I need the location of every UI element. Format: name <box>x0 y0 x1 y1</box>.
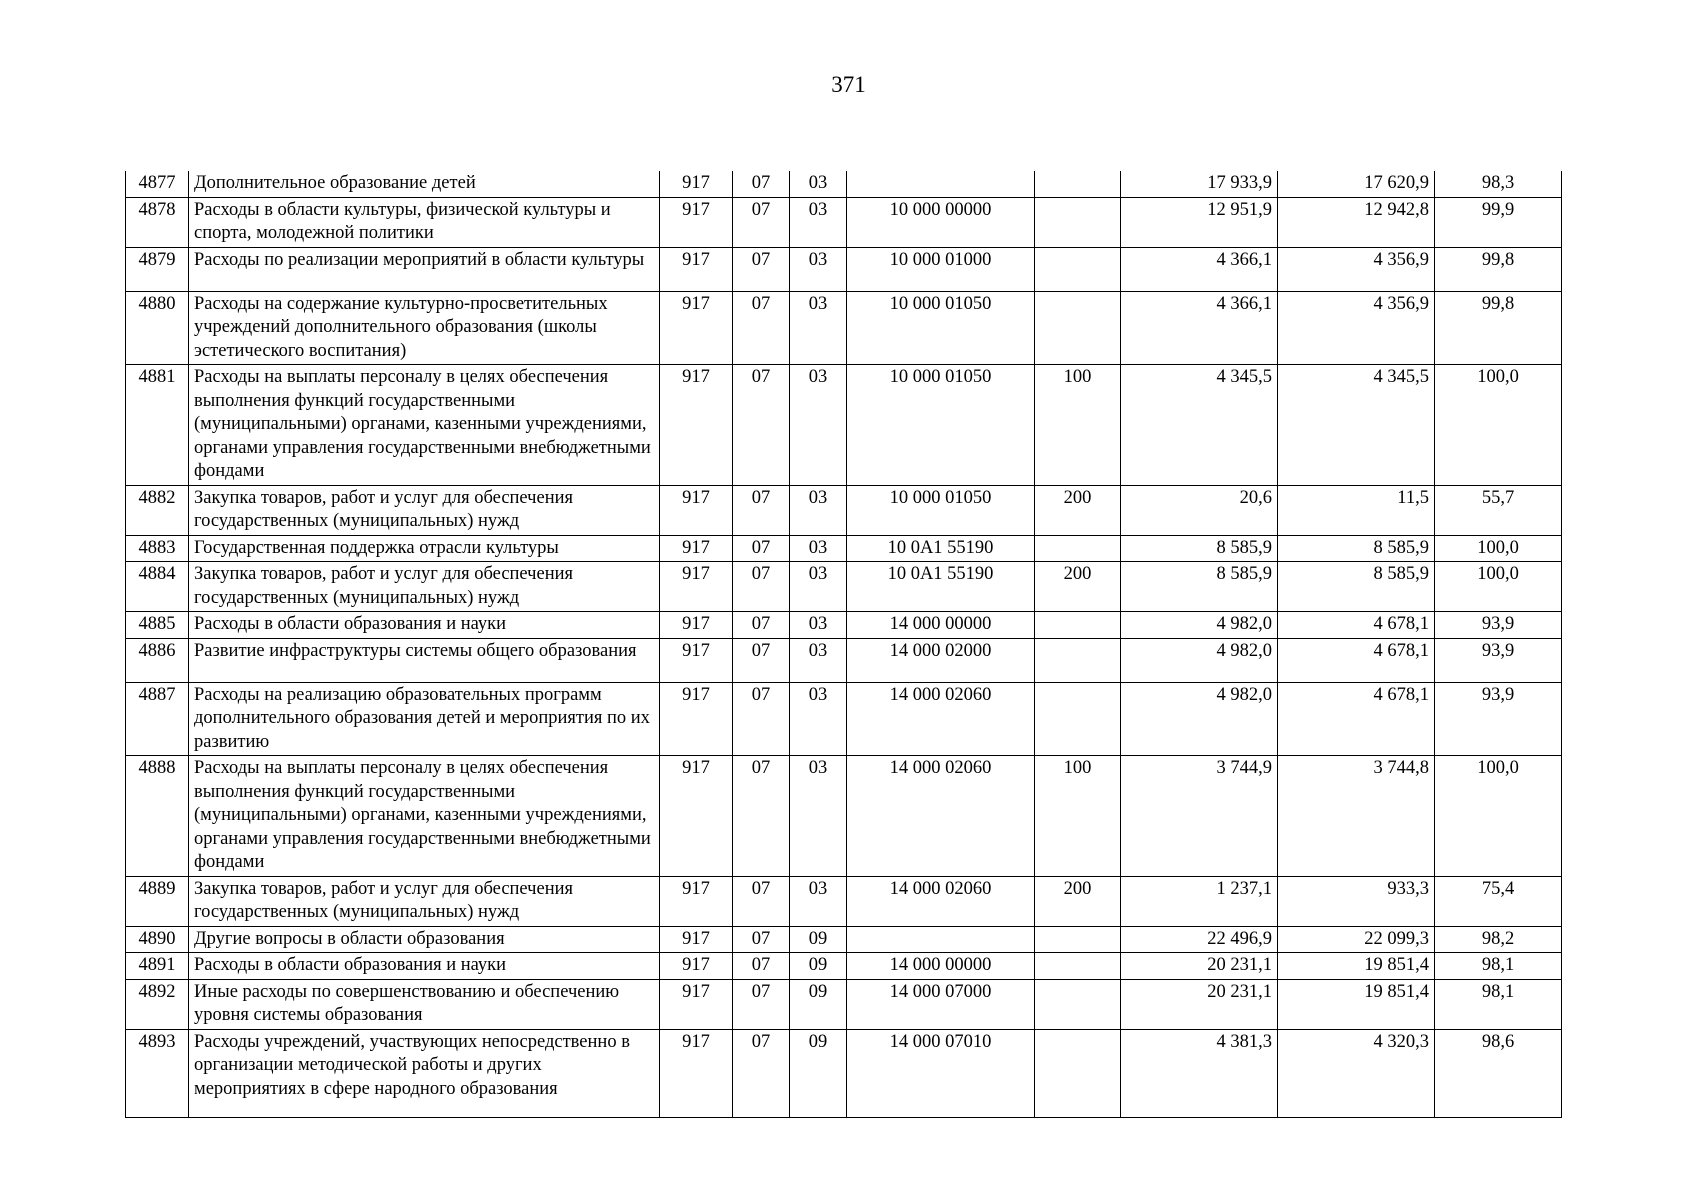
department-code-cell: 917 <box>660 247 733 291</box>
subsection-code-cell: 03 <box>790 756 847 877</box>
row-number-cell: 4889 <box>126 876 189 926</box>
row-number-cell: 4880 <box>126 291 189 365</box>
target-article-cell: 14 000 07010 <box>847 1029 1035 1117</box>
target-article-cell: 14 000 02060 <box>847 682 1035 756</box>
budget-table <box>125 171 1562 1118</box>
row-number-cell: 4891 <box>126 953 189 980</box>
actual-amount-cell: 933,3 <box>1278 876 1435 926</box>
section-code-cell: 07 <box>733 562 790 612</box>
table-row <box>126 612 1562 639</box>
row-number-cell: 4892 <box>126 979 189 1029</box>
subsection-code-cell: 09 <box>790 953 847 980</box>
table-row <box>126 638 1562 682</box>
subsection-code-cell: 03 <box>790 876 847 926</box>
expense-type-cell <box>1035 247 1121 291</box>
percent-cell: 100,0 <box>1435 365 1562 486</box>
subsection-code-cell: 03 <box>790 638 847 682</box>
planned-amount-cell: 20 231,1 <box>1121 979 1278 1029</box>
percent-cell: 93,9 <box>1435 682 1562 756</box>
section-code-cell: 07 <box>733 485 790 535</box>
target-article-cell: 14 000 02060 <box>847 876 1035 926</box>
expense-type-cell <box>1035 979 1121 1029</box>
expense-name-cell: Расходы на содержание культурно-просветительных учреждений дополнительного образования (школы эстетического воспитания) <box>189 291 660 365</box>
actual-amount-cell: 11,5 <box>1278 485 1435 535</box>
table-row <box>126 535 1562 562</box>
row-number-cell: 4890 <box>126 926 189 953</box>
department-code-cell: 917 <box>660 562 733 612</box>
section-code-cell: 07 <box>733 979 790 1029</box>
expense-name-cell: Закупка товаров, работ и услуг для обеспечения государственных (муниципальных) нужд <box>189 485 660 535</box>
expense-name-cell: Расходы учреждений, участвующих непосредственно в организации методической работы и других мероприятиях в сфере народного образования <box>189 1029 660 1117</box>
department-code-cell: 917 <box>660 926 733 953</box>
subsection-code-cell: 09 <box>790 979 847 1029</box>
section-code-cell: 07 <box>733 612 790 639</box>
expense-name-cell: Иные расходы по совершенствованию и обеспечению уровня системы образования <box>189 979 660 1029</box>
expense-type-cell: 100 <box>1035 756 1121 877</box>
target-article-cell: 10 000 01050 <box>847 291 1035 365</box>
section-code-cell: 07 <box>733 171 790 197</box>
page-number: 371 <box>831 72 866 97</box>
section-code-cell: 07 <box>733 197 790 247</box>
section-code-cell: 07 <box>733 247 790 291</box>
table-row <box>126 756 1562 877</box>
actual-amount-cell: 22 099,3 <box>1278 926 1435 953</box>
table-row <box>126 926 1562 953</box>
actual-amount-cell: 19 851,4 <box>1278 953 1435 980</box>
expense-type-cell <box>1035 682 1121 756</box>
percent-cell: 93,9 <box>1435 638 1562 682</box>
percent-cell: 99,8 <box>1435 291 1562 365</box>
table-row <box>126 876 1562 926</box>
expense-name-cell: Закупка товаров, работ и услуг для обеспечения государственных (муниципальных) нужд <box>189 876 660 926</box>
department-code-cell: 917 <box>660 979 733 1029</box>
percent-cell: 100,0 <box>1435 562 1562 612</box>
expense-type-cell <box>1035 197 1121 247</box>
row-number-cell: 4893 <box>126 1029 189 1117</box>
subsection-code-cell: 03 <box>790 612 847 639</box>
planned-amount-cell: 20 231,1 <box>1121 953 1278 980</box>
expense-type-cell: 100 <box>1035 365 1121 486</box>
expense-name-cell: Расходы на выплаты персоналу в целях обеспечения выполнения функций государственными (муниципальными) органами, казенными учреждениями, органами управления государственными внебюджетными фондами <box>189 756 660 877</box>
section-code-cell: 07 <box>733 682 790 756</box>
expense-name-cell: Расходы в области образования и науки <box>189 612 660 639</box>
table-row <box>126 979 1562 1029</box>
table-row <box>126 1029 1562 1117</box>
expense-type-cell <box>1035 638 1121 682</box>
percent-cell: 99,8 <box>1435 247 1562 291</box>
section-code-cell: 07 <box>733 953 790 980</box>
percent-cell: 99,9 <box>1435 197 1562 247</box>
planned-amount-cell: 8 585,9 <box>1121 562 1278 612</box>
row-number-cell: 4884 <box>126 562 189 612</box>
expense-type-cell <box>1035 291 1121 365</box>
planned-amount-cell: 22 496,9 <box>1121 926 1278 953</box>
percent-cell: 100,0 <box>1435 535 1562 562</box>
planned-amount-cell: 4 381,3 <box>1121 1029 1278 1117</box>
subsection-code-cell: 03 <box>790 562 847 612</box>
row-number-cell: 4879 <box>126 247 189 291</box>
actual-amount-cell: 8 585,9 <box>1278 562 1435 612</box>
percent-cell: 98,1 <box>1435 979 1562 1029</box>
target-article-cell: 10 0A1 55190 <box>847 535 1035 562</box>
actual-amount-cell: 4 356,9 <box>1278 247 1435 291</box>
percent-cell: 100,0 <box>1435 756 1562 877</box>
percent-cell: 98,6 <box>1435 1029 1562 1117</box>
planned-amount-cell: 8 585,9 <box>1121 535 1278 562</box>
target-article-cell: 14 000 00000 <box>847 953 1035 980</box>
actual-amount-cell: 19 851,4 <box>1278 979 1435 1029</box>
department-code-cell: 917 <box>660 197 733 247</box>
planned-amount-cell: 4 345,5 <box>1121 365 1278 486</box>
expense-type-cell <box>1035 171 1121 197</box>
row-number-cell: 4877 <box>126 171 189 197</box>
expense-name-cell: Расходы по реализации мероприятий в области культуры <box>189 247 660 291</box>
section-code-cell: 07 <box>733 756 790 877</box>
table-row <box>126 953 1562 980</box>
row-number-cell: 4888 <box>126 756 189 877</box>
table-row <box>126 247 1562 291</box>
expense-type-cell <box>1035 926 1121 953</box>
expense-type-cell <box>1035 535 1121 562</box>
actual-amount-cell: 4 356,9 <box>1278 291 1435 365</box>
department-code-cell: 917 <box>660 365 733 486</box>
table-row <box>126 682 1562 756</box>
planned-amount-cell: 12 951,9 <box>1121 197 1278 247</box>
row-number-cell: 4883 <box>126 535 189 562</box>
department-code-cell: 917 <box>660 638 733 682</box>
target-article-cell: 10 0A1 55190 <box>847 562 1035 612</box>
table-row <box>126 485 1562 535</box>
actual-amount-cell: 4 678,1 <box>1278 638 1435 682</box>
planned-amount-cell: 17 933,9 <box>1121 171 1278 197</box>
department-code-cell: 917 <box>660 756 733 877</box>
actual-amount-cell: 4 678,1 <box>1278 682 1435 756</box>
row-number-cell: 4878 <box>126 197 189 247</box>
subsection-code-cell: 03 <box>790 291 847 365</box>
target-article-cell: 14 000 07000 <box>847 979 1035 1029</box>
subsection-code-cell: 03 <box>790 171 847 197</box>
planned-amount-cell: 4 982,0 <box>1121 682 1278 756</box>
actual-amount-cell: 3 744,8 <box>1278 756 1435 877</box>
expense-type-cell <box>1035 1029 1121 1117</box>
department-code-cell: 917 <box>660 171 733 197</box>
section-code-cell: 07 <box>733 926 790 953</box>
actual-amount-cell: 4 345,5 <box>1278 365 1435 486</box>
department-code-cell: 917 <box>660 291 733 365</box>
planned-amount-cell: 4 982,0 <box>1121 612 1278 639</box>
department-code-cell: 917 <box>660 612 733 639</box>
planned-amount-cell: 3 744,9 <box>1121 756 1278 877</box>
expense-type-cell <box>1035 612 1121 639</box>
target-article-cell: 10 000 00000 <box>847 197 1035 247</box>
subsection-code-cell: 03 <box>790 535 847 562</box>
department-code-cell: 917 <box>660 682 733 756</box>
row-number-cell: 4887 <box>126 682 189 756</box>
expense-name-cell: Другие вопросы в области образования <box>189 926 660 953</box>
expense-type-cell: 200 <box>1035 485 1121 535</box>
department-code-cell: 917 <box>660 876 733 926</box>
expense-name-cell: Развитие инфраструктуры системы общего образования <box>189 638 660 682</box>
expense-name-cell: Государственная поддержка отрасли культуры <box>189 535 660 562</box>
subsection-code-cell: 03 <box>790 682 847 756</box>
planned-amount-cell: 20,6 <box>1121 485 1278 535</box>
table-row <box>126 562 1562 612</box>
actual-amount-cell: 17 620,9 <box>1278 171 1435 197</box>
percent-cell: 98,1 <box>1435 953 1562 980</box>
actual-amount-cell: 8 585,9 <box>1278 535 1435 562</box>
expense-name-cell: Расходы на реализацию образовательных программ дополнительного образования детей и мероприятия по их развитию <box>189 682 660 756</box>
table-row <box>126 171 1562 197</box>
target-article-cell <box>847 171 1035 197</box>
subsection-code-cell: 03 <box>790 247 847 291</box>
planned-amount-cell: 1 237,1 <box>1121 876 1278 926</box>
target-article-cell: 14 000 02000 <box>847 638 1035 682</box>
planned-amount-cell: 4 366,1 <box>1121 247 1278 291</box>
section-code-cell: 07 <box>733 1029 790 1117</box>
section-code-cell: 07 <box>733 638 790 682</box>
target-article-cell: 10 000 01050 <box>847 365 1035 486</box>
target-article-cell: 14 000 00000 <box>847 612 1035 639</box>
subsection-code-cell: 03 <box>790 485 847 535</box>
actual-amount-cell: 4 320,3 <box>1278 1029 1435 1117</box>
target-article-cell: 14 000 02060 <box>847 756 1035 877</box>
section-code-cell: 07 <box>733 291 790 365</box>
target-article-cell: 10 000 01000 <box>847 247 1035 291</box>
percent-cell: 93,9 <box>1435 612 1562 639</box>
expense-name-cell: Расходы в области образования и науки <box>189 953 660 980</box>
target-article-cell: 10 000 01050 <box>847 485 1035 535</box>
subsection-code-cell: 03 <box>790 365 847 486</box>
department-code-cell: 917 <box>660 953 733 980</box>
table-row <box>126 197 1562 247</box>
department-code-cell: 917 <box>660 1029 733 1117</box>
percent-cell: 55,7 <box>1435 485 1562 535</box>
expense-type-cell <box>1035 953 1121 980</box>
target-article-cell <box>847 926 1035 953</box>
expense-name-cell: Расходы в области культуры, физической культуры и спорта, молодежной политики <box>189 197 660 247</box>
expense-name-cell: Дополнительное образование детей <box>189 171 660 197</box>
percent-cell: 98,3 <box>1435 171 1562 197</box>
actual-amount-cell: 12 942,8 <box>1278 197 1435 247</box>
expense-name-cell: Закупка товаров, работ и услуг для обеспечения государственных (муниципальных) нужд <box>189 562 660 612</box>
department-code-cell: 917 <box>660 485 733 535</box>
subsection-code-cell: 09 <box>790 926 847 953</box>
row-number-cell: 4886 <box>126 638 189 682</box>
row-number-cell: 4882 <box>126 485 189 535</box>
expense-type-cell: 200 <box>1035 562 1121 612</box>
percent-cell: 75,4 <box>1435 876 1562 926</box>
row-number-cell: 4881 <box>126 365 189 486</box>
subsection-code-cell: 09 <box>790 1029 847 1117</box>
row-number-cell: 4885 <box>126 612 189 639</box>
actual-amount-cell: 4 678,1 <box>1278 612 1435 639</box>
expense-type-cell: 200 <box>1035 876 1121 926</box>
table-row <box>126 365 1562 486</box>
section-code-cell: 07 <box>733 535 790 562</box>
department-code-cell: 917 <box>660 535 733 562</box>
planned-amount-cell: 4 982,0 <box>1121 638 1278 682</box>
table-row <box>126 291 1562 365</box>
planned-amount-cell: 4 366,1 <box>1121 291 1278 365</box>
subsection-code-cell: 03 <box>790 197 847 247</box>
expense-name-cell: Расходы на выплаты персоналу в целях обеспечения выполнения функций государственными (муниципальными) органами, казенными учреждениями, органами управления государственными внебюджетными фондами <box>189 365 660 486</box>
section-code-cell: 07 <box>733 876 790 926</box>
section-code-cell: 07 <box>733 365 790 486</box>
budget-table-body <box>126 171 1562 1117</box>
percent-cell: 98,2 <box>1435 926 1562 953</box>
